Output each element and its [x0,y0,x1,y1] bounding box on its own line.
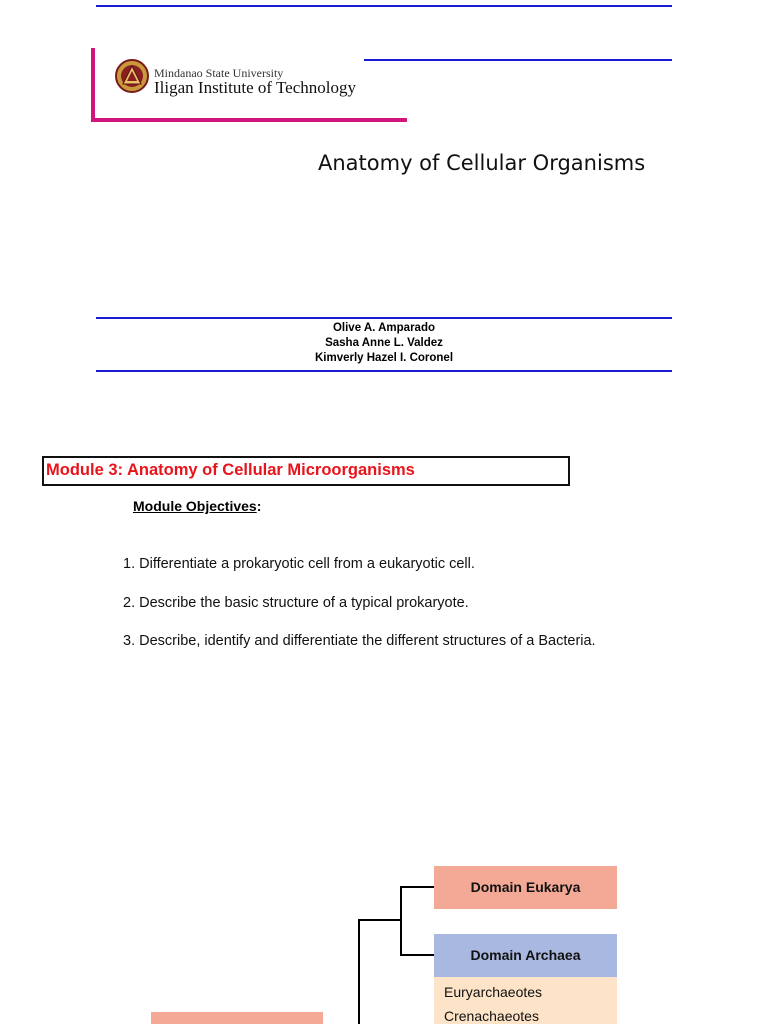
logo-accent-bar [91,48,95,122]
domain-archaea-label: Domain Archaea [470,947,581,963]
author-name: Kimverly Hazel I. Coronel [314,352,454,364]
university-logo-block [91,48,407,122]
domain-eukarya-box [434,866,617,909]
author-name: Olive A. Amparado [332,322,436,334]
module-title-box [42,456,570,486]
logo-accent-underline [91,118,407,122]
top-rule [96,5,672,7]
objective-item: 1. Differentiate a prokaryotic cell from a eukaryotic cell. [123,556,475,572]
domain-archaea-box [434,934,617,977]
domain-bacteria-box [151,1012,323,1024]
authors-bottom-rule [96,370,672,372]
objectives-heading [133,498,261,514]
document-title: Anatomy of Cellular Organisms [318,151,646,175]
objectives-heading-text: Module Objectives [133,498,257,514]
institution-line-1: Mindanao State University [154,66,284,80]
module-title: Module 3: Anatomy of Cellular Microorganisms [46,461,415,479]
header-right-rule [364,59,672,61]
archaea-groups-box [434,977,617,1024]
authors-list [96,321,672,366]
tree-connector [358,919,402,921]
archaea-group-item: Crenachaeotes [444,1008,539,1024]
institution-line-2: Iligan Institute of Technology [154,78,356,97]
objective-item: 3. Describe, identify and differentiate the different structures of a Bacteria. [123,633,596,649]
university-seal-icon [114,58,150,94]
tree-connector [400,886,402,956]
tree-connector [400,954,434,956]
archaea-group-item: Euryarchaeotes [444,984,543,1000]
domain-eukarya-label: Domain Eukarya [470,879,581,895]
author-name: Sasha Anne L. Valdez [325,337,443,349]
objectives-heading-colon: : [256,498,262,514]
objective-item: 2. Describe the basic structure of a typical prokaryote. [123,595,469,611]
authors-top-rule [96,317,672,319]
tree-connector [400,886,434,888]
tree-connector [358,919,360,1024]
